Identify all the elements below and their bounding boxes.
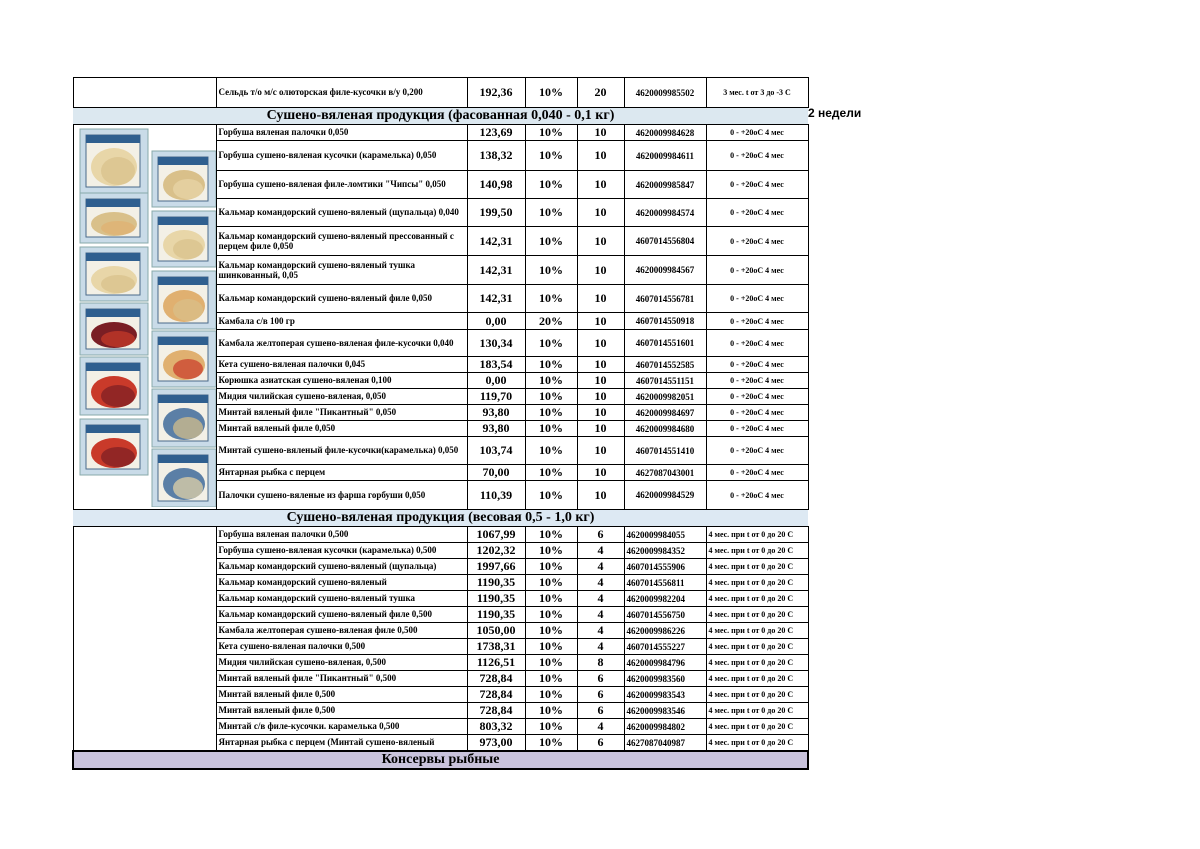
product-name-cell: Кета сушено-вяленая палочки 0,045 — [216, 357, 467, 373]
quantity-cell: 10 — [577, 465, 624, 481]
price-cell: 183,54 — [467, 357, 525, 373]
percent-cell: 10% — [525, 655, 577, 671]
percent-cell: 10% — [525, 623, 577, 639]
product-name-cell: Горбуша вяленая палочки 0,500 — [216, 527, 467, 543]
quantity-cell: 6 — [577, 735, 624, 752]
price-cell: 142,31 — [467, 285, 525, 313]
product-name-cell: Кальмар командорский сушено-вяленый филе 0,050 — [216, 285, 467, 313]
barcode-cell: 4607014556750 — [624, 607, 706, 623]
storage-cell: 4 мес. при t от 0 до 20 С — [706, 735, 808, 752]
product-photos — [76, 127, 217, 507]
section-header-row — [73, 751, 808, 769]
price-list-sheet — [72, 77, 807, 770]
product-photo — [80, 303, 148, 355]
storage-cell: 0 - +20оС 4 мес — [706, 171, 808, 199]
storage-cell: 4 мес. при t от 0 до 20 С — [706, 559, 808, 575]
storage-cell: 0 - +20оС 4 мес — [706, 227, 808, 256]
quantity-cell: 10 — [577, 125, 624, 141]
storage-cell: 0 - +20оС 4 мес — [706, 330, 808, 357]
quantity-cell: 10 — [577, 389, 624, 405]
price-cell: 1997,66 — [467, 559, 525, 575]
product-name-cell: Кальмар командорский сушено-вяленый — [216, 575, 467, 591]
empty-photo-cell — [73, 78, 216, 108]
section-header-row — [73, 108, 808, 125]
barcode-cell: 4620009984055 — [624, 527, 706, 543]
barcode-cell: 4620009984680 — [624, 421, 706, 437]
barcode-cell: 4620009984697 — [624, 405, 706, 421]
storage-cell: 0 - +20оС 4 мес — [706, 125, 808, 141]
product-name-cell: Минтай вяленый филе "Пикантный" 0,500 — [216, 671, 467, 687]
barcode-cell: 4620009984611 — [624, 141, 706, 171]
percent-cell: 10% — [525, 465, 577, 481]
storage-cell: 0 - +20оС 4 мес — [706, 199, 808, 227]
price-cell: 138,32 — [467, 141, 525, 171]
barcode-cell: 4620009985502 — [624, 78, 706, 108]
product-name-cell: Кальмар командорский сушено-вяленый тушка — [216, 591, 467, 607]
storage-cell: 0 - +20оС 4 мес — [706, 481, 808, 510]
storage-cell: 0 - +20оС 4 мес — [706, 141, 808, 171]
product-name-cell: Минтай вяленый филе 0,500 — [216, 687, 467, 703]
quantity-cell: 6 — [577, 687, 624, 703]
product-photo — [80, 419, 148, 475]
barcode-cell: 4620009986226 — [624, 623, 706, 639]
price-cell: 728,84 — [467, 671, 525, 687]
quantity-cell: 10 — [577, 199, 624, 227]
product-name-cell: Янтарная рыбка с перцем (Минтай сушено-вяленый — [216, 735, 467, 752]
percent-cell: 10% — [525, 199, 577, 227]
table-row — [73, 78, 808, 108]
product-name-cell: Кальмар командорский сушено-вяленый (щупальца) 0,040 — [216, 199, 467, 227]
barcode-cell: 4627087043001 — [624, 465, 706, 481]
quantity-cell: 4 — [577, 719, 624, 735]
quantity-cell: 10 — [577, 481, 624, 510]
price-cell: 1067,99 — [467, 527, 525, 543]
product-name-cell: Сельдь т/о м/с олюторская филе-кусочки в/у 0,200 — [216, 78, 467, 108]
price-cell: 199,50 — [467, 199, 525, 227]
storage-cell: 0 - +20оС 4 мес — [706, 256, 808, 285]
barcode-cell: 4607014555227 — [624, 639, 706, 655]
barcode-cell: 4607014555906 — [624, 559, 706, 575]
price-cell: 192,36 — [467, 78, 525, 108]
percent-cell: 10% — [525, 671, 577, 687]
price-cell: 0,00 — [467, 373, 525, 389]
storage-cell: 3 мес. t от 3 до -3 С — [706, 78, 808, 108]
price-cell: 728,84 — [467, 703, 525, 719]
quantity-cell: 10 — [577, 256, 624, 285]
quantity-cell: 10 — [577, 421, 624, 437]
barcode-cell: 4627087040987 — [624, 735, 706, 752]
barcode-cell: 4620009984574 — [624, 199, 706, 227]
percent-cell: 10% — [525, 719, 577, 735]
percent-cell: 10% — [525, 437, 577, 465]
percent-cell: 10% — [525, 421, 577, 437]
product-name-cell: Мидия чилийская сушено-вяленая, 0,500 — [216, 655, 467, 671]
barcode-cell: 4607014556811 — [624, 575, 706, 591]
price-cell: 1190,35 — [467, 607, 525, 623]
price-cell: 130,34 — [467, 330, 525, 357]
price-cell: 103,74 — [467, 437, 525, 465]
storage-cell: 4 мес. при t от 0 до 20 С — [706, 719, 808, 735]
storage-cell: 4 мес. при t от 0 до 20 С — [706, 591, 808, 607]
storage-cell: 4 мес. при t от 0 до 20 С — [706, 527, 808, 543]
barcode-cell: 4607014551151 — [624, 373, 706, 389]
product-photo — [152, 389, 216, 447]
quantity-cell: 4 — [577, 559, 624, 575]
storage-cell: 4 мес. при t от 0 до 20 С — [706, 687, 808, 703]
product-name-cell: Минтай с/в филе-кусочки. карамелька 0,500 — [216, 719, 467, 735]
product-name-cell: Минтай сушено-вяленый филе-кусочки(карамелька) 0,050 — [216, 437, 467, 465]
storage-cell: 0 - +20оС 4 мес — [706, 405, 808, 421]
section-title: Сушено-вяленая продукция (весовая 0,5 - 1,0 кг) — [73, 510, 808, 527]
product-name-cell: Кальмар командорский сушено-вяленый (щупальца) — [216, 559, 467, 575]
quantity-cell: 4 — [577, 639, 624, 655]
storage-cell: 0 - +20оС 4 мес — [706, 421, 808, 437]
barcode-cell: 4620009984352 — [624, 543, 706, 559]
price-cell: 142,31 — [467, 227, 525, 256]
price-cell: 803,32 — [467, 719, 525, 735]
product-photo — [152, 331, 216, 387]
percent-cell: 10% — [525, 559, 577, 575]
table-row — [73, 527, 808, 543]
product-name-cell: Минтай вяленый филе "Пикантный" 0,050 — [216, 405, 467, 421]
barcode-cell: 4607014552585 — [624, 357, 706, 373]
quantity-cell: 6 — [577, 671, 624, 687]
product-name-cell: Горбуша вяленая палочки 0,050 — [216, 125, 467, 141]
price-cell: 1050,00 — [467, 623, 525, 639]
product-name-cell: Мидия чилийская сушено-вяленая, 0,050 — [216, 389, 467, 405]
storage-cell: 0 - +20оС 4 мес — [706, 357, 808, 373]
product-photo — [80, 129, 148, 193]
percent-cell: 10% — [525, 389, 577, 405]
storage-cell: 0 - +20оС 4 мес — [706, 437, 808, 465]
storage-cell: 4 мес. при t от 0 до 20 С — [706, 575, 808, 591]
percent-cell: 10% — [525, 141, 577, 171]
barcode-cell: 4607014556804 — [624, 227, 706, 256]
price-cell: 70,00 — [467, 465, 525, 481]
percent-cell: 20% — [525, 313, 577, 330]
percent-cell: 10% — [525, 330, 577, 357]
price-cell: 110,39 — [467, 481, 525, 510]
price-cell: 1190,35 — [467, 575, 525, 591]
percent-cell: 10% — [525, 357, 577, 373]
percent-cell: 10% — [525, 171, 577, 199]
percent-cell: 10% — [525, 481, 577, 510]
price-cell: 1738,31 — [467, 639, 525, 655]
quantity-cell: 10 — [577, 285, 624, 313]
product-name-cell: Палочки сушено-вяленые из фарша горбуши 0,050 — [216, 481, 467, 510]
price-table-body — [73, 78, 808, 770]
price-cell: 1190,35 — [467, 591, 525, 607]
percent-cell: 10% — [525, 527, 577, 543]
section-header-row — [73, 510, 808, 527]
section-title: Сушено-вяленая продукция (фасованная 0,040 - 0,1 кг) — [73, 108, 808, 125]
percent-cell: 10% — [525, 703, 577, 719]
empty-photo-cell — [73, 527, 216, 752]
storage-cell: 4 мес. при t от 0 до 20 С — [706, 703, 808, 719]
product-name-cell: Кальмар командорский сушено-вяленый филе 0,500 — [216, 607, 467, 623]
product-photo — [152, 151, 216, 207]
percent-cell: 10% — [525, 543, 577, 559]
quantity-cell: 10 — [577, 357, 624, 373]
price-cell: 728,84 — [467, 687, 525, 703]
quantity-cell: 10 — [577, 330, 624, 357]
quantity-cell: 4 — [577, 623, 624, 639]
price-table — [72, 77, 809, 770]
quantity-cell: 10 — [577, 227, 624, 256]
price-cell: 0,00 — [467, 313, 525, 330]
product-photo — [152, 211, 216, 267]
percent-cell: 10% — [525, 78, 577, 108]
price-cell: 973,00 — [467, 735, 525, 752]
product-photo — [152, 449, 216, 507]
quantity-cell: 10 — [577, 141, 624, 171]
quantity-cell: 10 — [577, 313, 624, 330]
barcode-cell: 4620009984802 — [624, 719, 706, 735]
quantity-cell: 10 — [577, 437, 624, 465]
price-cell: 123,69 — [467, 125, 525, 141]
storage-cell: 4 мес. при t от 0 до 20 С — [706, 543, 808, 559]
quantity-cell: 4 — [577, 543, 624, 559]
price-cell: 1202,32 — [467, 543, 525, 559]
storage-cell: 4 мес. при t от 0 до 20 С — [706, 607, 808, 623]
percent-cell: 10% — [525, 405, 577, 421]
barcode-cell: 4607014556781 — [624, 285, 706, 313]
percent-cell: 10% — [525, 373, 577, 389]
storage-cell: 4 мес. при t от 0 до 20 С — [706, 639, 808, 655]
product-name-cell: Камбала желтоперая сушено-вяленая филе 0,500 — [216, 623, 467, 639]
product-name-cell: Корюшка азиатская сушено-вяленая 0,100 — [216, 373, 467, 389]
storage-cell: 0 - +20оС 4 мес — [706, 465, 808, 481]
quantity-cell: 6 — [577, 703, 624, 719]
product-name-cell: Горбуша сушено-вяленая кусочки (карамелька) 0,500 — [216, 543, 467, 559]
shelf-life-note: 2 недели — [808, 106, 862, 120]
quantity-cell: 4 — [577, 591, 624, 607]
storage-cell: 4 мес. при t от 0 до 20 С — [706, 623, 808, 639]
table-row — [73, 125, 808, 141]
storage-cell: 0 - +20оС 4 мес — [706, 313, 808, 330]
percent-cell: 10% — [525, 285, 577, 313]
barcode-cell: 4607014551601 — [624, 330, 706, 357]
percent-cell: 10% — [525, 575, 577, 591]
percent-cell: 10% — [525, 735, 577, 752]
percent-cell: 10% — [525, 227, 577, 256]
product-name-cell: Минтай вяленый филе 0,050 — [216, 421, 467, 437]
product-name-cell: Кальмар командорский сушено-вяленый тушка шинкованный, 0,05 — [216, 256, 467, 285]
percent-cell: 10% — [525, 256, 577, 285]
barcode-cell: 4620009983543 — [624, 687, 706, 703]
price-cell: 140,98 — [467, 171, 525, 199]
price-cell: 142,31 — [467, 256, 525, 285]
barcode-cell: 4620009984628 — [624, 125, 706, 141]
price-cell: 1126,51 — [467, 655, 525, 671]
barcode-cell: 4620009984796 — [624, 655, 706, 671]
barcode-cell: 4620009984567 — [624, 256, 706, 285]
barcode-cell: 4620009982051 — [624, 389, 706, 405]
price-cell: 93,80 — [467, 421, 525, 437]
barcode-cell: 4620009985847 — [624, 171, 706, 199]
percent-cell: 10% — [525, 607, 577, 623]
product-photo — [152, 271, 216, 329]
quantity-cell: 4 — [577, 575, 624, 591]
product-photo — [80, 193, 148, 243]
product-name-cell: Янтарная рыбка с перцем — [216, 465, 467, 481]
product-name-cell: Горбуша сушено-вяленая кусочки (карамелька) 0,050 — [216, 141, 467, 171]
quantity-cell: 4 — [577, 607, 624, 623]
percent-cell: 10% — [525, 687, 577, 703]
barcode-cell: 4620009984529 — [624, 481, 706, 510]
quantity-cell: 10 — [577, 405, 624, 421]
storage-cell: 4 мес. при t от 0 до 20 С — [706, 671, 808, 687]
percent-cell: 10% — [525, 125, 577, 141]
storage-cell: 0 - +20оС 4 мес — [706, 373, 808, 389]
percent-cell: 10% — [525, 591, 577, 607]
quantity-cell: 6 — [577, 527, 624, 543]
product-name-cell: Горбуша сушено-вяленая филе-ломтики "Чипсы" 0,050 — [216, 171, 467, 199]
quantity-cell: 20 — [577, 78, 624, 108]
section-title: Консервы рыбные — [73, 751, 808, 769]
barcode-cell: 4607014551410 — [624, 437, 706, 465]
product-photo — [80, 247, 148, 301]
price-cell: 119,70 — [467, 389, 525, 405]
quantity-cell: 8 — [577, 655, 624, 671]
product-photo — [80, 357, 148, 415]
barcode-cell: 4607014550918 — [624, 313, 706, 330]
barcode-cell: 4620009983546 — [624, 703, 706, 719]
quantity-cell: 10 — [577, 171, 624, 199]
product-photos-cell — [73, 125, 216, 510]
quantity-cell: 10 — [577, 373, 624, 389]
barcode-cell: 4620009983560 — [624, 671, 706, 687]
percent-cell: 10% — [525, 639, 577, 655]
storage-cell: 0 - +20оС 4 мес — [706, 285, 808, 313]
product-name-cell: Камбала с/в 100 гр — [216, 313, 467, 330]
product-name-cell: Минтай вяленый филе 0,500 — [216, 703, 467, 719]
product-name-cell: Кальмар командорский сушено-вяленый прессованный с перцем филе 0,050 — [216, 227, 467, 256]
product-name-cell: Камбала желтоперая сушено-вяленая филе-кусочки 0,040 — [216, 330, 467, 357]
barcode-cell: 4620009982204 — [624, 591, 706, 607]
price-cell: 93,80 — [467, 405, 525, 421]
storage-cell: 4 мес. при t от 0 до 20 С — [706, 655, 808, 671]
storage-cell: 0 - +20оС 4 мес — [706, 389, 808, 405]
product-name-cell: Кета сушено-вяленая палочки 0,500 — [216, 639, 467, 655]
